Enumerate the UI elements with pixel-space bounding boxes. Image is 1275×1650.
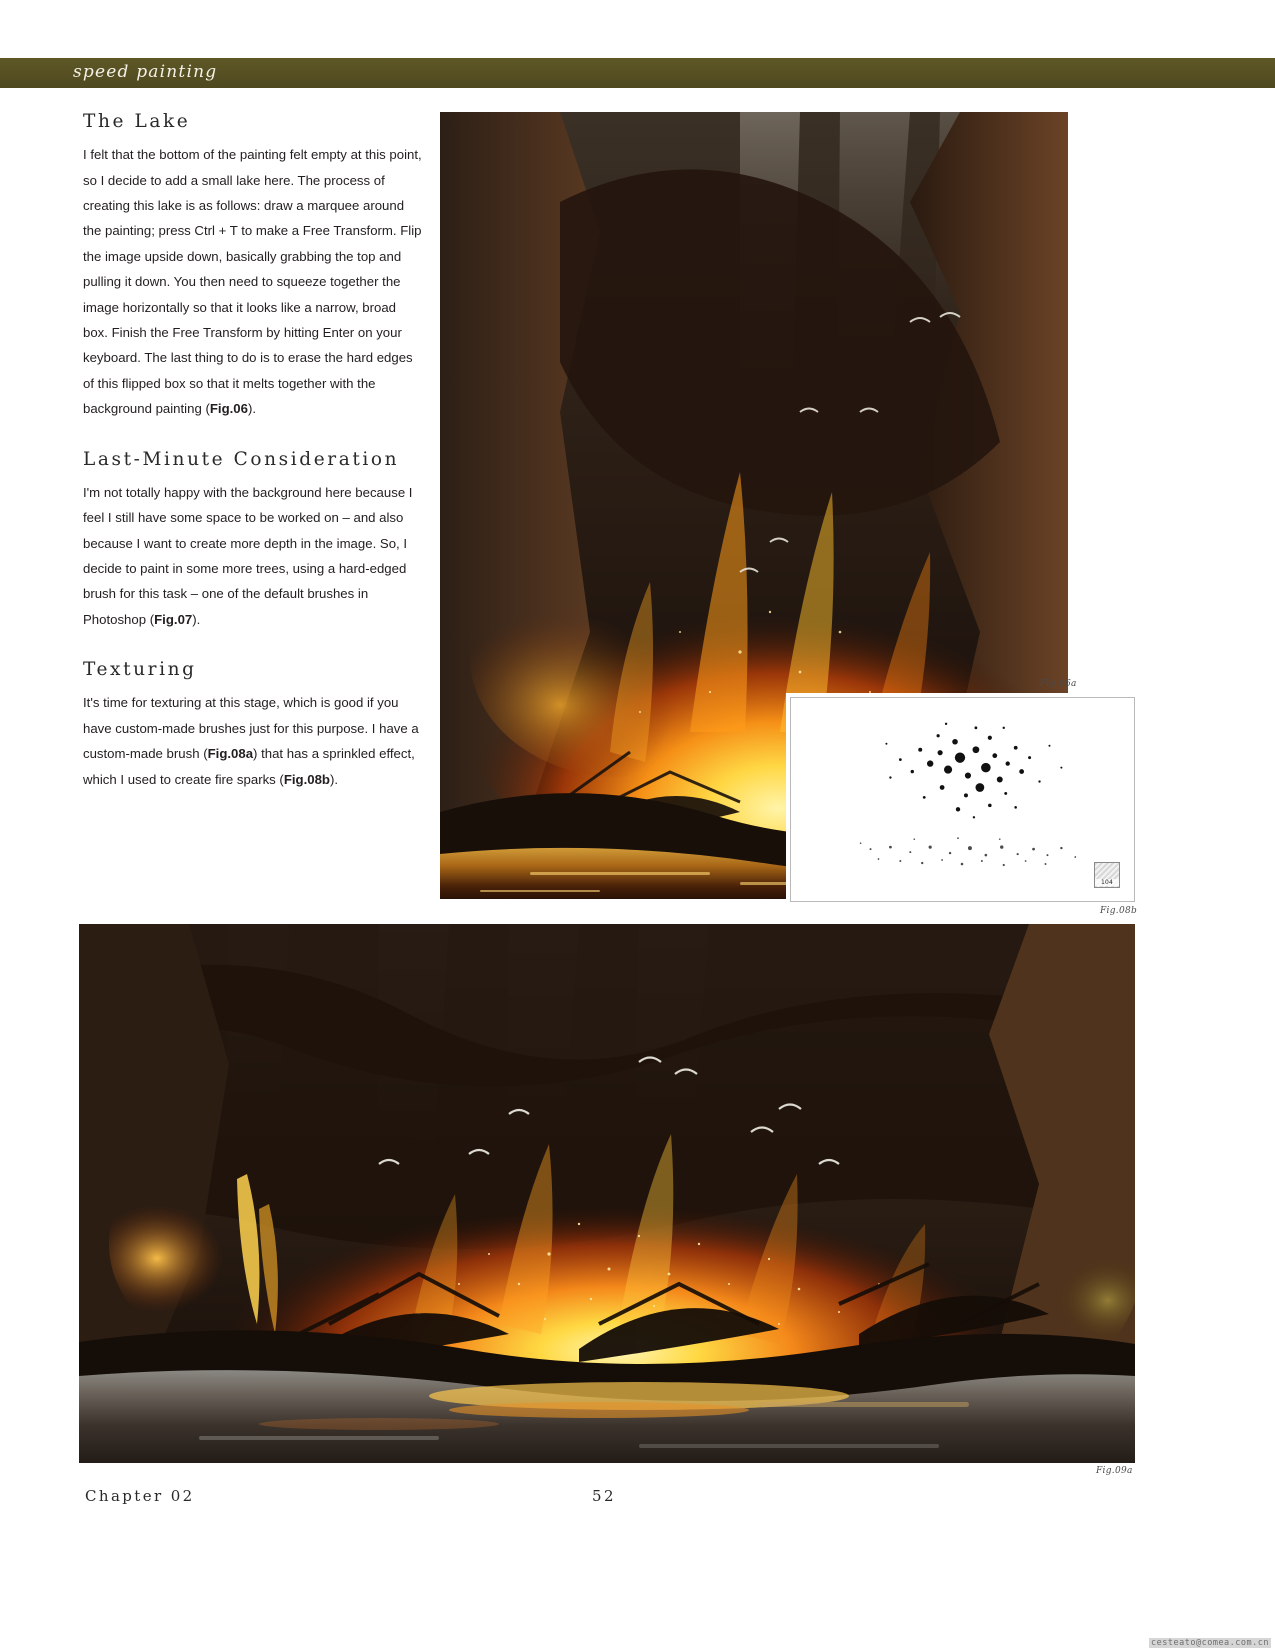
watermark-text: cesteato@comea.com.cn (1151, 1638, 1269, 1648)
section-heading: Last-Minute Consideration (83, 448, 400, 470)
figure-caption-fig06a: Fig.06a (1040, 679, 1077, 689)
section-the-lake (83, 110, 423, 422)
section-paragraph: I felt that the bottom of the painting felt empty at this point, so I decide to add a small lake here. The process of creating this lake is as follows: draw a marquee around the painting; press Ctrl + T to make a Free Transform. Flip the image upside down, basically grabbing the top and pulling it down. You then need to squeeze together the image horizontally so that it looks like a narrow, broad box. Finish the Free Transform by hitting Enter on your keyboard. The last thing to do is to erase the hard edges of this flipped box so that it melts together with the background painting (Fig.06). (83, 147, 422, 417)
footer-page-number: 52 (592, 1487, 616, 1505)
brush-size-number: 104 (1095, 879, 1119, 886)
figure-image-fig08b (790, 697, 1135, 902)
section-texturing (83, 658, 423, 792)
painting-artwork-fig09a (79, 924, 1135, 1463)
figure-caption-fig09a: Fig.09a (1096, 1466, 1133, 1476)
section-heading: Texturing (83, 659, 197, 681)
figure-image-fig09a (79, 924, 1135, 1463)
figure-caption-fig08b: Fig.08b (1100, 906, 1138, 916)
section-paragraph: I'm not totally happy with the background here because I feel I still have some space to be worked on – and also because I want to create more depth in the image. So, I decide to paint in some more trees, using a hard-edged brush for this task – one of the default brushes in Photoshop (Fig.07). (83, 484, 413, 627)
brush-spatter-preview (791, 698, 1134, 902)
footer-chapter-label: Chapter 02 (85, 1487, 195, 1505)
section-paragraph: It's time for texturing at this stage, which is good if you have custom-made brushes just for this purpose. I have a custom-made brush (Fig.08a) that has a sprinkled effect, which I used to create fire sparks (Fig.08b). (83, 695, 419, 787)
article-text-column (83, 110, 423, 818)
section-heading: The Lake (83, 111, 191, 132)
brush-size-swatch (1094, 862, 1120, 888)
section-last-minute-consideration (83, 448, 423, 633)
running-header-title: speed painting (73, 62, 218, 82)
